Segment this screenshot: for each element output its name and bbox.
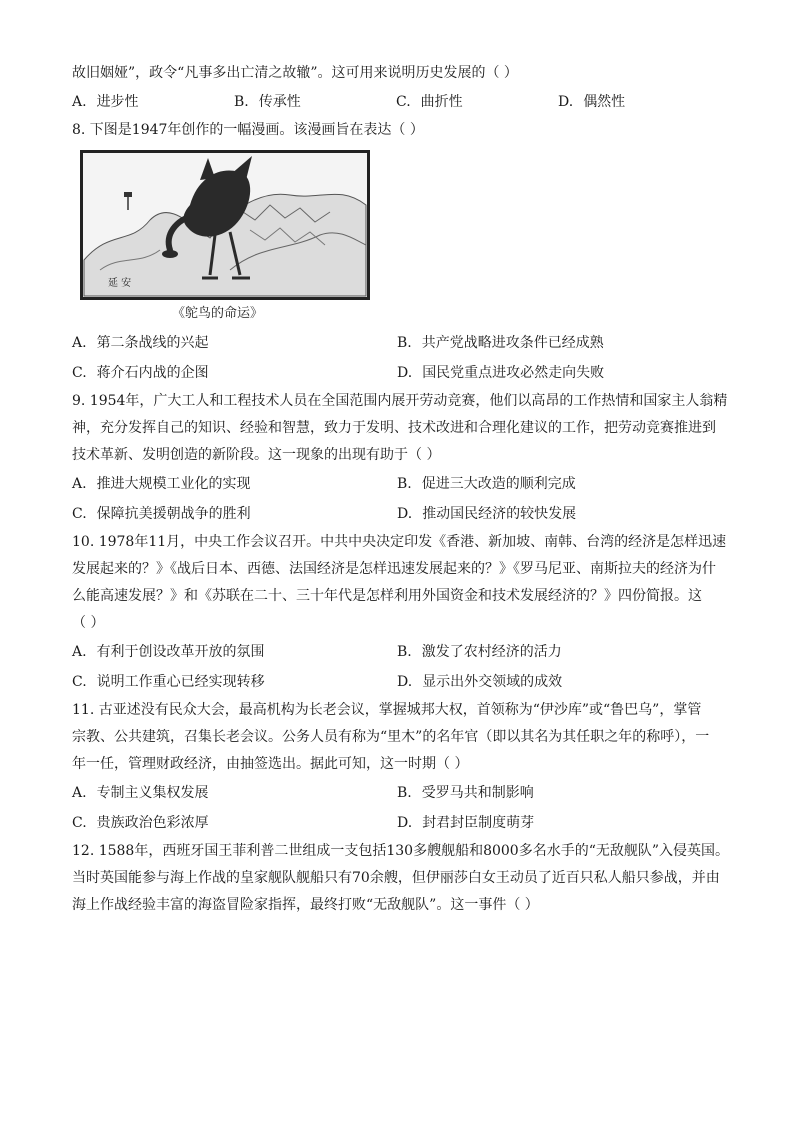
- q10-option-c[interactable]: [72, 667, 397, 697]
- option-text: 贵族政治色彩浓厚: [96, 815, 209, 831]
- q10-stem-line: 发展起来的？》《战后日本、西德、法国经济是怎样迅速发展起来的？》《罗马尼亚、南斯拉夫的经济为什: [72, 561, 716, 577]
- q11-option-a[interactable]: [72, 778, 397, 808]
- option-text: 偶然性: [583, 94, 626, 110]
- option-letter: C.: [72, 506, 87, 522]
- option-text: 有利于创设改革开放的氛围: [96, 644, 265, 660]
- q9-option-b[interactable]: [397, 469, 722, 499]
- option-text: 封君封臣制度萌芽: [422, 815, 535, 831]
- q8-option-c[interactable]: [72, 358, 397, 388]
- q8-stem: 8. 下图是1947年创作的一幅漫画。该漫画旨在表达（ ）: [72, 122, 424, 138]
- option-letter: D.: [397, 506, 413, 522]
- cartoon-place-label: 延 安: [108, 278, 132, 289]
- option-text: 保障抗美援朝战争的胜利: [96, 506, 251, 522]
- q11-stem-line: 11. 古亚述没有民众大会，最高机构为长老会议，掌握城邦大权，首领称为“伊沙库”或“鲁巴乌”，掌管: [72, 702, 702, 718]
- option-text: 曲折性: [420, 94, 463, 110]
- q8-option-b[interactable]: [397, 328, 722, 358]
- q11-stem-line: 年一任，管理财政经济，由抽签选出。据此可知，这一时期（ ）: [72, 756, 469, 772]
- option-letter: B.: [397, 335, 412, 351]
- exam-page: [72, 60, 742, 919]
- q12-stem-line: 12. 1588年，西班牙国王菲利普二世组成一支包括130多艘舰船和8000多名水手的“无敌舰队”入侵英国。: [72, 843, 730, 859]
- q10-option-d[interactable]: [397, 667, 722, 697]
- q10-stem-line: 10. 1978年11月，中央工作会议召开。中共中央决定印发《香港、新加坡、南韩、台湾的经济是怎样迅速: [72, 534, 727, 550]
- option-letter: B.: [397, 476, 412, 492]
- option-text: 蒋介石内战的企图: [96, 365, 209, 381]
- option-text: 进步性: [96, 94, 139, 110]
- q10-options-row2: [72, 667, 742, 697]
- option-text: 推动国民经济的较快发展: [422, 506, 577, 522]
- q8-options-row1: [72, 328, 742, 358]
- q9-option-d[interactable]: [397, 499, 722, 529]
- q7-option-a[interactable]: [72, 87, 234, 117]
- q11-options-row2: [72, 808, 742, 838]
- q12-stem-line: 当时英国能参与海上作战的皇家舰队舰船只有70余艘，但伊丽莎白女王动员了近百只私人船只参战，并由: [72, 870, 720, 886]
- option-letter: D.: [397, 365, 413, 381]
- q9-stem-line: 技术革新、发明创造的新阶段。这一现象的出现有助于（ ）: [72, 447, 441, 463]
- option-text: 国民党重点进攻必然走向失败: [422, 365, 605, 381]
- ostrich-cartoon-image: [80, 150, 370, 300]
- q9-stem-line: 神，充分发挥自己的知识、经验和智慧，致力于发明、技术改进和合理化建议的工作，把劳动竞赛推进到: [72, 420, 716, 436]
- option-letter: A.: [72, 335, 87, 351]
- q10-option-a[interactable]: [72, 637, 397, 667]
- option-letter: C.: [72, 365, 87, 381]
- q8-options-row2: [72, 358, 742, 388]
- option-text: 第二条战线的兴起: [96, 335, 209, 351]
- q9-stem-line: 9. 1954年，广大工人和工程技术人员在全国范围内展开劳动竞赛，他们以高昂的工作热情和国家主人翁精: [72, 393, 728, 409]
- option-text: 激发了农村经济的活力: [421, 644, 562, 660]
- q7-option-d[interactable]: [558, 87, 720, 117]
- option-letter: A.: [72, 644, 87, 660]
- q10-options-row1: [72, 637, 742, 667]
- q9-options-row1: [72, 469, 742, 499]
- option-letter: A.: [72, 94, 87, 110]
- q11-options-row1: [72, 778, 742, 808]
- option-text: 传承性: [258, 94, 301, 110]
- q7-options: [72, 87, 742, 117]
- q10-option-b[interactable]: [397, 637, 722, 667]
- option-letter: C.: [72, 674, 87, 690]
- option-letter: A.: [72, 476, 87, 492]
- option-letter: C.: [396, 94, 411, 110]
- option-letter: D.: [558, 94, 574, 110]
- q12-stem-line: 海上作战经验丰富的海盗冒险家指挥，最终打败“无敌舰队”。这一事件（ ）: [72, 897, 539, 913]
- option-letter: B.: [234, 94, 249, 110]
- q7-option-c[interactable]: [396, 87, 558, 117]
- q8-option-a[interactable]: [72, 328, 397, 358]
- q9-option-c[interactable]: [72, 499, 397, 529]
- q7-option-b[interactable]: [234, 87, 396, 117]
- q11-option-c[interactable]: [72, 808, 397, 838]
- q10-stem-line: 么能高速发展？》和《苏联在二十、三十年代是怎样利用外国资金和技术发展经济的？》四份简报。这: [72, 588, 702, 604]
- option-letter: A.: [72, 785, 87, 801]
- q11-option-b[interactable]: [397, 778, 722, 808]
- option-letter: B.: [397, 644, 412, 660]
- q10-stem-line: （ ）: [72, 615, 105, 631]
- option-text: 说明工作重心已经实现转移: [96, 674, 265, 690]
- option-text: 受罗马共和制影响: [421, 785, 534, 801]
- q9-options-row2: [72, 499, 742, 529]
- option-text: 共产党战略进攻条件已经成熟: [421, 335, 604, 351]
- option-letter: D.: [397, 674, 413, 690]
- q11-stem-line: 宗教、公共建筑，召集长老会议。公务人员有称为“里木”的名年官（即以其名为其任职之年的称呼），一: [72, 729, 710, 745]
- option-letter: D.: [397, 815, 413, 831]
- option-text: 推进大规模工业化的实现: [96, 476, 251, 492]
- option-letter: C.: [72, 815, 87, 831]
- q11-option-d[interactable]: [397, 808, 722, 838]
- option-letter: B.: [397, 785, 412, 801]
- option-text: 显示出外交领域的成效: [422, 674, 563, 690]
- option-text: 促进三大改造的顺利完成: [421, 476, 576, 492]
- q8-option-d[interactable]: [397, 358, 722, 388]
- cartoon-caption: 《鸵鸟的命运》: [172, 306, 264, 321]
- q9-option-a[interactable]: [72, 469, 397, 499]
- q7-stem: 故旧姻娅”，政令“凡事多出亡清之故辙”。这可用来说明历史发展的（ ）: [72, 65, 518, 81]
- option-text: 专制主义集权发展: [96, 785, 209, 801]
